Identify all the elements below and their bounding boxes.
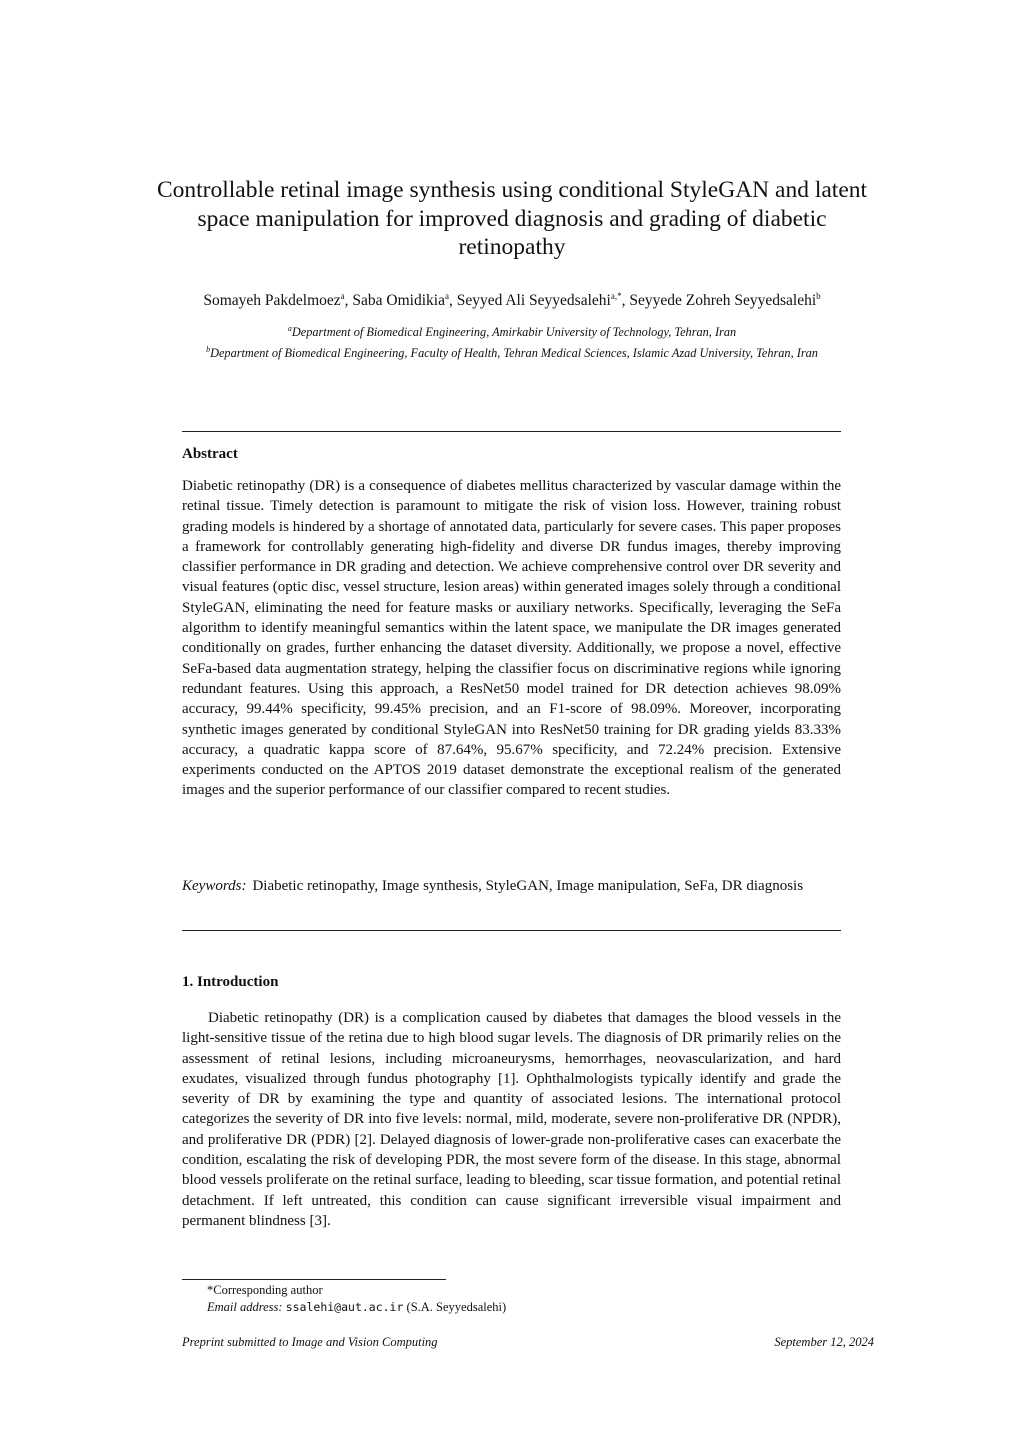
footer-journal: Preprint submitted to Image and Vision Computing: [182, 1335, 438, 1349]
abstract-text: Diabetic retinopathy (DR) is a consequence of diabetes mellitus characterized by vascular damage within the retinal tissue. Timely detection is paramount to mitigate the risk of vision loss. However, training robust grading models is hindered by a shortage of annotated data, particularly for severe cases. This paper proposes a framework for controllably generating high-fidelity and diverse DR fundus images, thereby improving classifier performance in DR grading and detection. We achieve comprehensive control over DR severity and visual features (optic disc, vessel structure, lesion areas) within generated images solely through a conditional StyleGAN, eliminating the need for feature masks or auxiliary networks. Specifically, leveraging the SeFa algorithm to identify meaningful semantics within the latent space, we manipulate the DR images generated conditionally on grades, further enhancing the dataset diversity. Additionally, we propose a novel, effective SeFa-based data augmentation strategy, helping the classifier focus on discriminative regions while ignoring redundant features. Using this approach, a ResNet50 model trained for DR detection achieves 98.09% accuracy, 99.44% specificity, 99.45% precision, and an F1-score of 98.09%. Moreover, incorporating synthetic images generated by conditional StyleGAN into ResNet50 training for DR grading yields 83.33% accuracy, a quadratic kappa score of 87.64%, 95.67% specificity, and 72.24% precision. Extensive experiments conducted on the APTOS 2019 dataset demonstrate the exceptional realism of the generated images and the superior performance of our classifier compared to recent studies.: [182, 478, 841, 799]
author: Seyyed Ali Seyyedsalehi$^{a,*}$,: [456, 291, 630, 310]
email-owner: (S.A. Seyyedsalehi): [406, 1300, 507, 1314]
abstract-top-rule: [182, 431, 841, 432]
email-link[interactable]: ssalehi@aut.ac.ir: [285, 1300, 404, 1314]
introduction-paragraph: Diabetic retinopathy (DR) is a complication caused by diabetes that damages the blood vessels in the light-sensitive tissue of the retina due to high blood sugar levels. The diagnosis of DR primarily relies on the assessment of retinal lesions, including microaneurysms, hemorrhages, neovascularization, and hard exudates, visualized through fundus photography [1]. Ophthalmologists typically identify and grade the severity of DR by examining the type and quantity of associated lesions. The international protocol categorizes the severity of DR into five levels: normal, mild, moderate, severe non-proliferative DR (NPDR), and proliferative DR (PDR) [2]. Delayed diagnosis of lower-grade non-proliferative cases can exacerbate the condition, escalating the risk of developing PDR, the most severe form of the disease. In this stage, abnormal blood vessels proliferate on the retinal surface, leading to bleeding, scar tissue formation, and potential retinal detachment. If left untreated, this condition can cause significant irreversible visual impairment and permanent blindness [3].: [182, 1010, 841, 1229]
affiliation: $^b$Department of Biomedical Engineering, Faculty of Health, Tehran Medical Sciences, Islamic Azad University, Tehran, Iran: [206, 345, 818, 361]
footnote-marker: *: [207, 1283, 214, 1297]
author-list: [60, 286, 964, 311]
paper-title: [120, 176, 904, 262]
footnote-email: [207, 1299, 506, 1315]
keywords: [182, 876, 841, 896]
title-line-1: Controllable retinal image synthesis using conditional StyleGAN and latent: [156, 177, 868, 203]
email-label: Email address:: [207, 1300, 283, 1314]
footer-date: September 12, 2024: [774, 1335, 874, 1349]
affiliation: $^a$Department of Biomedical Engineering, Amirkabir University of Technology, Tehran, Iran: [287, 324, 737, 340]
title-line-3: retinopathy: [458, 234, 566, 260]
keywords-label: Keywords:: [182, 878, 247, 894]
title-line-2: space manipulation for improved diagnosis and grading of diabetic: [197, 205, 827, 232]
footnote-rule: [182, 1279, 446, 1280]
abstract-bottom-rule: [182, 930, 841, 931]
author: Somayeh Pakdelmoez$^a$,: [203, 291, 353, 310]
author: Seyyede Zohreh Seyyedsalehi$^b$: [629, 291, 821, 310]
abstract-heading: Abstract: [182, 446, 238, 462]
section-heading-introduction: 1. Introduction: [182, 974, 279, 990]
keywords-text: Diabetic retinopathy, Image synthesis, StyleGAN, Image manipulation, SeFa, DR diagnosis: [252, 878, 804, 894]
footnote-corresponding: *Corresponding author: [207, 1283, 323, 1297]
author: Saba Omidikia$^a$,: [352, 291, 457, 310]
affiliation-list: [60, 320, 964, 362]
